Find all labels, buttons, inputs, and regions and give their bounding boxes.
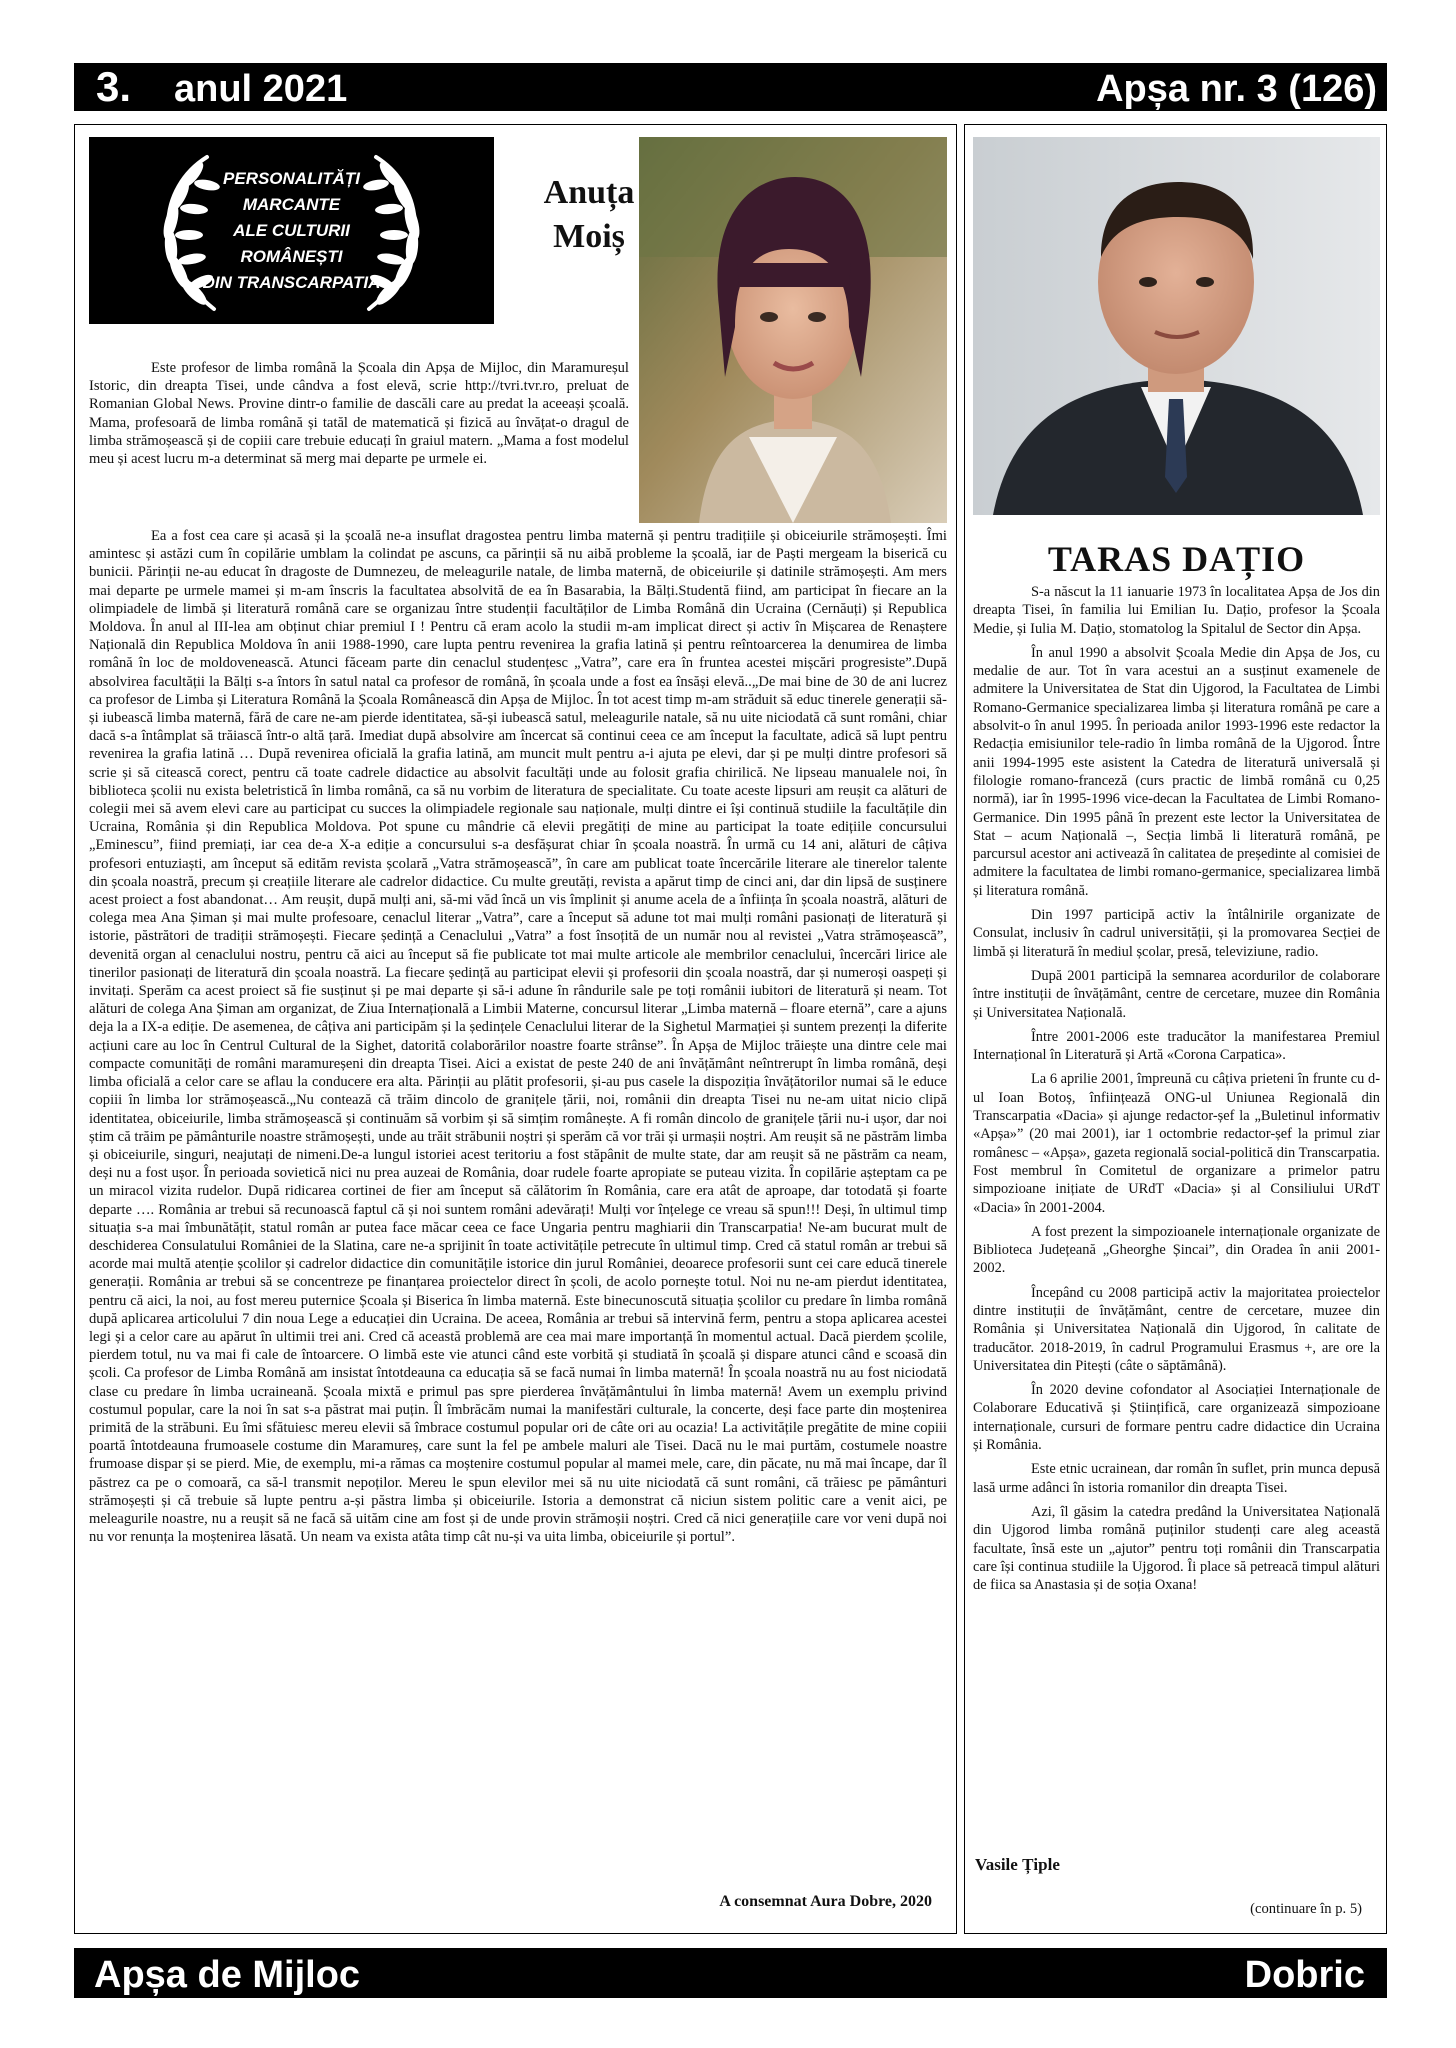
badge-line: ROMÂNEȘTI [240, 246, 343, 266]
badge-line: DIN TRANSCARPATIA [202, 272, 381, 292]
left-article [74, 124, 957, 1934]
article-credit: A consemnat Aura Dobre, 2020 [719, 1893, 932, 1910]
badge-line: ALE CULTURII [233, 220, 350, 240]
bio-paragraph: Începând cu 2008 participă activ la majoritatea proiectelor dintre instituții de învățământ, centre de cercetare, muzee din România și Universitatea Națională din Ujgorod, în calitate de traducător. 2018-2019, în cadrul Programului Erasmus +, are ore la Universitatea din Pitești (câte o săptămână). [973, 1284, 1380, 1374]
section-badge [89, 137, 494, 324]
continuation-note: (continuare în p. 5) [1250, 1901, 1362, 1917]
bio-paragraph: A fost prezent la simpozioanele internaționale organizate de Biblioteca Județeană „Gheorghe Șincai”, din Oradea în anii 2001-2002. [973, 1223, 1380, 1277]
bio-paragraph: Din 1997 participă activ la întâlnirile organizate de Consulat, inclusiv în cadrul universității, și la promovarea Secției de limbă și literatură în mediul școlar, presă, televiziune, radio. [973, 907, 1380, 960]
bio-paragraph: Între 2001-2006 este traducător la manifestarea Premiul Internațional în Literatură și Artă «Corona Carpatica». [973, 1028, 1380, 1064]
page-number: 3. [96, 63, 132, 110]
right-article [964, 124, 1387, 1934]
footer-bar [74, 1948, 1387, 1998]
issue-year: anul 2021 [174, 68, 348, 110]
footer-location-right: Dobric [1244, 1954, 1365, 1996]
bio-paragraph: Azi, îl găsim la catedra predând la Universitatea Națională din Ujgorod limba română puținilor studenți care aleg această facultate, însă este un „ajutor” pentru toți românii din Transcarpatia care își continua studiile la Ujgorod. Îi place să petreacă timpul alături de fiica sa Anastasia și de soția Oxana! [973, 1503, 1380, 1594]
issue-number: Apșa nr. 3 (126) [1096, 68, 1377, 110]
bio-paragraph: La 6 aprilie 2001, împreună cu câțiva prieteni în frunte cu d-ul Ioan Botoș, înființează ONG-ul Uniunea Regională din Transcarpatia «Dacia» și ajunge redactor-șef la „Buletinul informativ «Apșa»” (20 mai 2001), iar 1 octombrie redactor-șef la primul ziar românesc – «Apșa», gazeta regională social-politică din Transcarpatia. Fost membrul în Comitetul de organizare a primelor patru simpozioane inițiate de URdT «Dacia» și al Consiliului URdT «Dacia» în 2001-2004. [973, 1071, 1380, 1216]
portrait-photo-anuta-mois [639, 137, 947, 523]
badge-line: MARCANTE [242, 194, 341, 214]
header-bar [74, 63, 1387, 111]
bio-paragraph: În anul 1990 a absolvit Școala Medie din Apșa de Jos, cu medalie de aur. Tot în vara acestui an a susținut examenele de admitere la Universitatea de Stat din Ujgorod, la Facultatea de Limbi Romano-Germanice specializarea limba și literatura română pe care a absolvit-o în anul 1995. În perioada anilor 1993-1996 este redactor la Redacția emisiunilor tele-radio în limba română de la Ujgorod. Între anii 1994-1995 este asistent la Catedra de literatură universală și filologie romano-franceză (curs practic de limbă română cu 0,25 normă), iar în 1995-1996 vice-decan la Facultatea de Limbi Romano-Germanice. Din 1995 până în prezent este lector la Universitatea de Stat – acum Națională –, Secția limbă li literatură română, pe parcursul acestor ani activează în calitatea de președinte al comisiei de admitere la facultatea de limbi romano-germanice, specializarea limbă și literatura română. [973, 644, 1380, 899]
article-body: Ea a fost cea care și acasă și la școală ne-a insuflat dragostea pentru limba maternă și pentru tradițiile și obiceiurile strămoșești. Îmi amintesc și astăzi cum în copilărie umblam la colindat pe ascuns, ca părinții să nu aibă probleme la școală, iar de Paști mergeam la biserică cu bunicii. Părinții ne-au educat în dragoste de Dumnezeu, de meleagurile natale, de limba maternă, de obiceiurile și datinile strămoșești. Am mers mai departe pe urmele mamei și m-am înscris la facultatea absolvită de ea în Basarabia, la Bălți.Studentă fiind, am participat în fiecare an la olimpiadele de limbă și literatură română care se organizau între studenții facultăților de Limba Română din Ucraina (Cernăuți) și Republica Moldova. În anul al III-lea am obținut chiar premiul I ! Pentru că eram acolo la studii m-am implicat direct și activ în Mișcarea de Renaștere Națională din Republica Moldova în anii 1988-1990, care lupta pentru revenirea la grafia latină și pentru reîntoarcerea la denumirea de limba română în loc de moldovenească. Atunci făceam parte din cenaclul studențesc „Vatra”, care era în fruntea acestei mișcări progresiste”.După absolvirea facultății la Bălți s-a întors în satul natal ca profesor de română, în școala unde a fost ea însăși elevă..„De mai bine de 30 de ani lucrez ca profesor de Limba și Literatura Română la Școala Românească din Apșa de Mijloc. În tot acest timp m-am străduit să educ tinerele generații să-și iubească limba maternă, fără de care ne-am pierde identitatea, să-și iubească satul, meleagurile natale, să nu uite niciodată că sunt români, chiar dacă s-a întâmplat să trăiască într-o altă țară. Imediat după absolvire am încercat să continui ceea ce am început la facultate, adică să lupt pentru revenirea la grafia latină … După revenirea oficială la grafia latină, am muncit mult pentru a-i ajuta pe elevi, dar și pe mulți dintre profesori să scrie și să citească corect, pentru că toate cadrele didactice au absolvit facultăți unde au folosit grafia chirilică. Ne lipseau manualele noi, în biblioteca școlii nu exista beletristică în limba română, ca să nu vorbim de literatura de specialitate. Cu toate aceste lipsuri am reușit ca alături de colegii mei să avem elevi care au participat cu succes la olimpiadele regionale sau naționale, mulți dintre ei își continuă studiile la facultățile din Ucraina, România și din Republica Moldova. Pot spune cu mândrie că elevii pregătiți de mine au participat la toate edițiile concursului „Eminescu”, fiind premiați, iar cea de-a X-a ediție a concursului s-a desfășurat chiar în școala noastră. În urmă cu 14 ani, alături de câțiva profesori entuziaști, am început să edităm revista școlară „Vatra strămoșească”, în care am publicat toate încercările literare ale tinerelor talente din școala noastră, precum și creațiile literare ale cadrelor didactice. Cu multe greutăți, revista a apărut timp de cinci ani, dar din lipsă de susținere acest proiect a fost abandonat… Am reușit, după mulți ani, să-mi văd încă un vis împlinit și anume acela de a înființa în școala noastră, alături de colega mea Ana Șiman și mai multe profesoare, cenaclul literar „Vatra”, care a început să adune tot mai mulți români pasionați de literatură și istorie, păstrători de tradiții strămoșești. Fiecare ședință a Cenaclului „Vatra” a fost însoțită de un număr nou al revistei „Vatra strămoșească”, devenită organ al cenaclului nostru, pentru că aici au început să fie publicate tot mai multe articole ale membrilor cenaclului, încercări lirice ale tinerilor pasionați de literatură din școala noastră. La fiecare ședință au participat elevii și profesorii din școala noastră, dar și numeroși oaspeți și invitați. Sperăm ca acest proiect să fie susținut și pe mai departe și să-i adune în rândurile sale pe toți românii iubitori de literatură și neam. Tot alături de colega Ana Șiman am organizat, de Ziua Internațională a Limbii Materne, concursul literar „Limba maternă – floare eternă”, care a ajuns deja la a IX-a ediție. De asemenea, de câțiva ani participăm și la ședințele Cenaclului literar de la Sighetul Marmației și suntem prezenți la diferite acțiuni care au loc în Centrul Cultural de la Sighet, datorită colaborărilor noastre foarte strânse”. În Apșa de Mijloc trăiește una dintre cele mai compacte comunități de români maramureșeni din dreapta Tisei. Aici a existat de peste 240 de ani învățământ neîntrerupt în limba română, deși limba oficială a celor care se aflau la conducere era alta. Părinții au plătit profesorii, și-au pus casele la dispoziția învățătorilor numai să le educe copiii în limba lor strămoșească.„Nu contează că trăim dincolo de granițele țării, noi, românii din dreapta Tisei nu ne-am uitat nicio clipă identitatea, obiceiurile, limba strămoșească și continuăm să vorbim și să simțim românește. A fi român dincolo de granițele țării nu-i ușor, dar noi știm că trăim pe pământurile noastre strămoșești, unde au trăit străbunii noștri și sperăm că vor trăi și urmașii noștri. Am reușit să ne păstrăm limba și obiceiurile, singuri, neajutați de nimeni.De-a lungul istoriei acest teritoriu a fost stăpânit de multe state, dar am reușit să ne păstrăm ca neam, deși nu a fost ușor. În perioada sovietică nici nu prea auzeai de România, doar rudele foarte apropiate se puteau vizita. În copilărie așteptam ca pe un miracol vizita rudelor. După ridicarea cortinei de fier am început să călătorim în România, care era atât de aproape, dar totodată și foarte departe …. România ar trebui să recunoască faptul că și noi suntem români adevărați! Mulți vor înțelege ce vreau să spun!!! Deși, în ultimul timp situația s-a mai îmbunătățit, statul român ar putea face măcar ceea ce face Ungaria pentru maghiarii din Transcarpatia! Ne-am bucurat mult de deschiderea Consulatului României de la Slatina, care ne-a sprijinit în toate activitățile petrecute în ultimul timp. Cred că statul român ar trebui să acorde mai multă atenție școlilor și cadrelor didactice din comunitățile istorice din jurul României, deoarece profesorii sunt cei care educă tinerele generații. România ar trebui să se concentreze pe finanțarea proiectelor direct în școli, de acolo pornește totul. Noi nu ne-am pierdut identitatea, pentru că aici, la noi, au fost mereu puternice Școala și Biserica în limba maternă. Este binecunoscută situația școlilor cu predare în limba română după aplicarea articolului 7 din noua Lege a educației din Ucraina. De aceea, România ar trebui să intervină ferm, pentru a stopa aplicarea acestei legi și a celor care au apărut în ultimii trei ani. Cred că această problemă are cea mai mare importanță în momentul actual. Dacă pierdem școlile, pierdem totul, nu va mai fi cale de întoarcere. O limbă este vie atunci când este vorbită și studiată în școală și dispare atunci când e scoasă din școli. Ca profesor de Limba Română am insistat întotdeauna ca educația să se facă numai în limba maternă! În școala noastră nu au fost niciodată clase cu predare în limba ucraineană. Școala mixtă e primul pas spre pierderea învățământului în limba maternă! Avem un exemplu privind costumul popular, care la noi în sat s-a păstrat mai puțin. Îl îmbrăcăm numai la manifestări culturale, la concerte, deși face parte din moștenirea primită de la străbuni. Eu îmi sfătuiesc mereu elevii să îmbrace costumul popular ori de câte ori au ocazia! La activitățile pregătite de mine copiii poartă întotdeauna frumoasele costume din Maramureș, care sunt la fel pe ambele maluri ale Tisei. Dacă nu le mai purtăm, costumele noastre frumoase dispar și se pierd. Mie, de exemplu, mi-a rămas ca moștenire costumul popular al mamei mele, care, din păcate, nu mă mai încape, dar îl păstrez ca pe o comoară, ca să-l transmit nepoților. Mereu le spun elevilor mei să nu uite niciodată că sunt români, că trăiesc pe pământuri strămoșești și că trebuie să lupte pentru a-și păstra limba și obiceiurile. Istoria a demonstrat că niciun sistem politic care a venit aici, pe meleagurile noastre, nu a reușit să ne facă să uităm cine am fost și de unde provin strămoșii noștri. Cred că nici generațiile care vor veni după noi nu vor renunța la moștenirea lăsată. Un neam va exista atâta timp cât nu-și va uita limba, obiceiurile și portul”. [89, 528, 947, 1546]
bio-paragraph: S-a născut la 11 ianuarie 1973 în localitatea Apșa de Jos din dreapta Tisei, în familia lui Emilian Iu. Dațio, profesor la Școala Medie, și Iulia M. Dațio, stomatolog la Spitalul de Sector din Apșa. [973, 584, 1380, 637]
bio-paragraph: După 2001 participă la semnarea acordurilor de colaborare între instituții de învățământ, centre de cercetare, muzee din România și Universitatea Națională. [973, 967, 1380, 1021]
bio-subject-name: TARAS DAȚIO [1047, 539, 1306, 579]
bio-text [973, 583, 1380, 1600]
article-subject-name: Anuța Moiș [543, 174, 635, 255]
badge-line: PERSONALITĂȚI [223, 168, 360, 188]
portrait-photo-taras-datio [973, 137, 1380, 515]
bio-paragraph: În 2020 devine cofondator al Asociației Internaționale de Colaborare Educativă și Științifică, care organizează simpozioane internaționale, cursuri de formare pentru cadre didactice din Ucraina și România. [973, 1382, 1380, 1454]
badge-title [192, 166, 392, 296]
author-signature: Vasile Țiple [975, 1855, 1060, 1874]
article-intro: Este profesor de limba română la Școala din Apșa de Mijloc, din Maramureșul Istoric, din dreapta Tisei, unde cândva a fost elevă, scrie http://tvri.tvr.ro, preluat de Romanian Global News. Provine dintr-o familie de dascăli care au predat la aceeași școală. Mama, profesoară de limba română și tatăl de matematică și fizică au învățat-o dragul de limba strămoșească și de copiii care trebuie educați în graiul matern. „Mama a fost modelul meu și acest lucru m-a determinat să merg mai departe pe urmele ei. [89, 360, 629, 468]
bio-paragraph: Este etnic ucrainean, dar român în suflet, prin munca depusă lasă urme adânci în istoria romanilor din dreapta Tisei. [973, 1461, 1380, 1496]
footer-location-left: Apșa de Mijloc [94, 1954, 361, 1996]
